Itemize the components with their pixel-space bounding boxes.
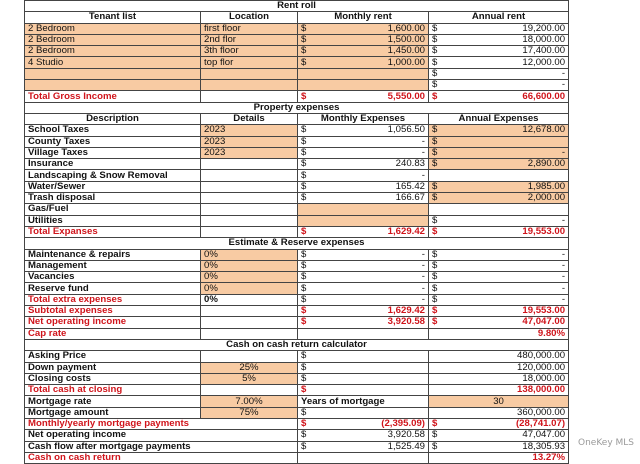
table-row [25, 147, 569, 158]
tenant-cell[interactable]: 2 Bedroom [25, 46, 201, 57]
currency-symbol: $ [432, 441, 438, 452]
annual-expense-value: 1,985.00 [527, 181, 566, 192]
currency-symbol: $ [432, 282, 438, 294]
reserve-annual-value: - [561, 271, 566, 283]
currency-symbol: $ [301, 192, 307, 204]
expense-description: Trash disposal [25, 193, 201, 204]
table-row [25, 193, 569, 204]
subtotal-expenses-label: Subtotal expenses [25, 306, 201, 317]
annual-rent-cell [429, 80, 569, 91]
col-header-monthly: Monthly rent [298, 12, 429, 23]
col-header-location: Location [201, 12, 298, 23]
table-row [25, 125, 569, 136]
monthly-expense-value: - [421, 147, 425, 158]
cash-flow-monthly-value: 1,525.49 [387, 441, 425, 452]
currency-symbol: $ [301, 305, 307, 317]
noi-monthly [298, 317, 429, 328]
total-row [25, 226, 569, 237]
expense-description: School Taxes [25, 125, 201, 136]
expense-description: Water/Sewer [25, 181, 201, 192]
total-row [25, 294, 569, 305]
total-annual-expenses [429, 226, 569, 237]
monthly-rent-cell[interactable] [298, 34, 429, 45]
currency-symbol: $ [432, 260, 438, 271]
expense-details [201, 170, 298, 181]
reserve-description: Management [25, 260, 201, 271]
currency-symbol: $ [432, 192, 438, 204]
monthly-rent-value: 1,450.00 [387, 45, 425, 57]
reserve-annual-value: - [561, 249, 566, 260]
expense-details [201, 215, 298, 226]
asking-price-label: Asking Price [25, 351, 201, 362]
monthly-rent-cell[interactable] [298, 68, 429, 79]
currency-symbol: $ [301, 45, 307, 57]
table-row [25, 272, 569, 283]
tenant-cell[interactable]: 2 Bedroom [25, 34, 201, 45]
reserve-annual-value: - [561, 260, 566, 271]
currency-symbol: $ [301, 350, 307, 362]
currency-symbol: $ [432, 79, 438, 91]
annual-rent-cell [429, 34, 569, 45]
location-cell[interactable]: first floor [201, 23, 298, 34]
closing-costs-percent[interactable]: 5% [201, 373, 298, 384]
annual-expense-cell[interactable] [429, 136, 569, 147]
empty-cell [201, 306, 298, 317]
currency-symbol: $ [432, 294, 438, 305]
annual-rent-value: 18,000.00 [522, 34, 566, 46]
col-header-annual-expenses: Annual Expenses [429, 113, 569, 124]
monthly-expense-value: - [421, 169, 425, 181]
location-cell[interactable]: 3th floor [201, 46, 298, 57]
empty-cell [201, 317, 298, 328]
currency-cell [298, 407, 429, 418]
mortgage-amount-label: Mortgage amount [25, 407, 201, 418]
currency-symbol: $ [301, 316, 307, 328]
section-title-cash-on-cash: Cash on cash return calculator [25, 339, 569, 350]
tenant-cell[interactable] [25, 68, 201, 79]
annual-expense-value: - [561, 147, 566, 158]
currency-symbol: $ [432, 215, 438, 226]
reserve-monthly-cell [298, 283, 429, 294]
mortgage-rate-value[interactable]: 7.00% [201, 396, 298, 407]
annual-expense-value: 2,000.00 [527, 192, 566, 204]
currency-symbol: $ [432, 305, 438, 317]
extra-annual-value: - [561, 294, 566, 305]
empty-cell [201, 226, 298, 237]
empty-cell [201, 328, 298, 339]
reserve-monthly-value: - [421, 260, 425, 271]
table-row [25, 373, 569, 384]
table-row [25, 362, 569, 373]
empty-cell [201, 91, 298, 102]
monthly-expense-value: 240.83 [395, 158, 425, 170]
monthly-rent-cell[interactable] [298, 23, 429, 34]
monthly-expense-value: 1,056.50 [387, 124, 425, 136]
currency-symbol: $ [432, 90, 438, 102]
reserve-monthly-value: - [421, 271, 425, 283]
mortgage-payments-monthly [298, 418, 429, 429]
monthly-expense-cell [298, 159, 429, 170]
currency-symbol: $ [301, 429, 307, 441]
currency-symbol: $ [432, 56, 438, 68]
currency-symbol: $ [432, 271, 438, 283]
total-row [25, 452, 569, 463]
total-expenses-label: Total Expanses [25, 226, 201, 237]
total-cash-label: Total cash at closing [25, 385, 201, 396]
reserve-monthly-value: - [421, 249, 425, 260]
table-row [25, 136, 569, 147]
location-cell[interactable] [201, 80, 298, 91]
monthly-expense-value: 165.42 [395, 181, 425, 192]
total-extra-expenses-label: Total extra expenses [25, 294, 201, 305]
empty-cell [201, 385, 298, 396]
currency-symbol: $ [432, 68, 438, 79]
reserve-description: Maintenance & repairs [25, 249, 201, 260]
currency-symbol: $ [301, 34, 307, 46]
currency-symbol: $ [301, 136, 307, 147]
currency-symbol: $ [301, 56, 307, 68]
monthly-expense-cell [298, 147, 429, 158]
currency-symbol: $ [301, 294, 307, 305]
mortgage-payments-label: Monthly/yearly mortgage payments [25, 418, 298, 429]
mortgage-amount-value: 360,000.00 [429, 407, 569, 418]
annual-expense-value: - [561, 215, 566, 226]
total-monthly-expenses [298, 226, 429, 237]
currency-symbol: $ [301, 124, 307, 136]
noi-label: Net operating income [25, 430, 298, 441]
cash-flow-label: Cash flow after mortgage payments [25, 441, 298, 452]
empty-cell [201, 351, 298, 362]
table-row [25, 80, 569, 91]
expense-description: Utilities [25, 215, 201, 226]
total-monthly-expenses-value: 1,629.42 [387, 226, 425, 238]
expense-details [201, 193, 298, 204]
down-payment-value: 120,000.00 [429, 362, 569, 373]
expense-description: County Taxes [25, 136, 201, 147]
reserve-description: Vacancies [25, 272, 201, 283]
monthly-expense-cell [298, 125, 429, 136]
currency-symbol: $ [432, 34, 438, 46]
currency-symbol: $ [301, 384, 307, 396]
annual-expense-value: 12,678.00 [522, 124, 566, 136]
annual-rent-cell [429, 23, 569, 34]
monthly-rent-value: 1,500.00 [387, 34, 425, 46]
table-row [25, 57, 569, 68]
noi-annual-value: 47,047.00 [522, 316, 566, 328]
currency-symbol: $ [301, 181, 307, 192]
monthly-rent-cell[interactable] [298, 80, 429, 91]
annual-expense-cell[interactable] [429, 147, 569, 158]
table-row [25, 170, 569, 181]
annual-rent-value: 17,400.00 [522, 45, 566, 57]
table-row [25, 396, 569, 407]
table-row [25, 407, 569, 418]
monthly-expense-cell[interactable] [298, 215, 429, 226]
currency-symbol: $ [301, 249, 307, 260]
location-cell[interactable]: top flor [201, 57, 298, 68]
table-row [25, 283, 569, 294]
currency-symbol: $ [301, 373, 307, 384]
expense-details [201, 159, 298, 170]
reserve-percent[interactable]: 0% [201, 260, 298, 271]
currency-symbol: $ [432, 249, 438, 260]
annual-expense-cell [429, 215, 569, 226]
reserve-monthly-cell [298, 260, 429, 271]
expense-details [201, 181, 298, 192]
section-title-rent-roll: Rent roll [25, 1, 569, 12]
monthly-rent-cell[interactable] [298, 46, 429, 57]
subtotal-monthly-value: 1,629.42 [387, 305, 425, 317]
annual-rent-value: 19,200.00 [522, 23, 566, 34]
tenant-cell[interactable]: 4 Studio [25, 57, 201, 68]
total-annual-expenses-value: 19,553.00 [522, 226, 566, 238]
table-row [25, 204, 569, 215]
cash-on-cash-return-label: Cash on cash return [25, 452, 298, 463]
noi-annual-value: 47,047.00 [522, 429, 566, 441]
total-row [25, 385, 569, 396]
total-monthly-rent [298, 91, 429, 102]
table-row [25, 159, 569, 170]
cash-flow-annual [429, 441, 569, 452]
currency-symbol: $ [432, 181, 438, 192]
currency-symbol: $ [432, 418, 438, 430]
reserve-annual-cell [429, 283, 569, 294]
mortgage-rate-label: Mortgage rate [25, 396, 201, 407]
table-row [25, 181, 569, 192]
extra-annual-cell [429, 294, 569, 305]
reserve-percent[interactable]: 0% [201, 249, 298, 260]
subtotal-annual-value: 19,553.00 [522, 305, 566, 317]
reserve-annual-value: - [561, 282, 566, 294]
noi-annual [429, 317, 569, 328]
extra-monthly-cell [298, 294, 429, 305]
currency-symbol: $ [432, 45, 438, 57]
subtotal-annual [429, 306, 569, 317]
table-row [25, 46, 569, 57]
annual-expense-cell[interactable] [429, 193, 569, 204]
cash-on-cash-return-value: 13.27% [429, 452, 569, 463]
currency-symbol: $ [301, 90, 307, 102]
reserve-annual-cell [429, 249, 569, 260]
monthly-expense-value: 166.67 [395, 192, 425, 204]
rent-roll-spreadsheet [24, 0, 568, 464]
expense-details[interactable]: 2023 [201, 136, 298, 147]
total-row [25, 91, 569, 102]
asking-price-value: 480,000.00 [429, 351, 569, 362]
annual-expense-cell[interactable] [429, 125, 569, 136]
annual-expense-cell[interactable] [429, 159, 569, 170]
currency-symbol: $ [432, 316, 438, 328]
cap-rate-label: Cap rate [25, 328, 201, 339]
currency-symbol: $ [432, 147, 438, 158]
watermark: OneKey MLS [578, 438, 634, 448]
monthly-rent-value: 1,600.00 [387, 23, 425, 34]
subtotal-monthly [298, 306, 429, 317]
down-payment-label: Down payment [25, 362, 201, 373]
monthly-expense-cell[interactable] [298, 204, 429, 215]
annual-rent-value: 12,000.00 [522, 56, 566, 68]
table-row [25, 34, 569, 45]
reserve-monthly-value: - [421, 282, 425, 294]
annual-rent-value: - [561, 79, 566, 91]
cap-rate-value: 9.80% [429, 328, 569, 339]
years-of-mortgage-label: Years of mortgage [298, 396, 429, 407]
cash-flow-monthly [298, 441, 429, 452]
total-annual-rent [429, 91, 569, 102]
currency-symbol: $ [301, 362, 307, 373]
total-cash-value: 138,000.00 [429, 385, 569, 396]
currency-symbol: $ [432, 136, 438, 147]
currency-symbol: $ [432, 158, 438, 170]
monthly-expense-value: - [421, 136, 425, 147]
col-header-tenant: Tenant list [25, 12, 201, 23]
table-row [25, 215, 569, 226]
table-row [25, 249, 569, 260]
table-row [25, 23, 569, 34]
extra-monthly-value: - [421, 294, 425, 305]
section-title-reserve: Estimate & Reserve expenses [25, 238, 569, 249]
table-row [25, 430, 569, 441]
currency-cell [298, 351, 429, 362]
currency-symbol: $ [301, 260, 307, 271]
col-header-description: Description [25, 113, 201, 124]
noi-monthly [298, 430, 429, 441]
noi-label: Net operating income [25, 317, 201, 328]
monthly-expense-cell [298, 193, 429, 204]
reserve-annual-cell [429, 260, 569, 271]
monthly-expense-cell [298, 170, 429, 181]
expense-description: Gas/Fuel [25, 204, 201, 215]
noi-annual [429, 430, 569, 441]
expense-details [201, 204, 298, 215]
years-of-mortgage-value[interactable]: 30 [429, 396, 569, 407]
reserve-percent[interactable]: 0% [201, 272, 298, 283]
expense-description: Landscaping & Snow Removal [25, 170, 201, 181]
currency-symbol: $ [301, 169, 307, 181]
total-row [25, 418, 569, 429]
monthly-rent-value: 1,000.00 [387, 56, 425, 68]
tenant-cell[interactable] [25, 80, 201, 91]
currency-symbol: $ [301, 418, 307, 430]
closing-costs-value: 18,000.00 [429, 373, 569, 384]
col-header-monthly-expenses: Monthly Expenses [298, 113, 429, 124]
noi-monthly-value: 3,920.58 [387, 316, 425, 328]
mortgage-payments-annual-value: (28,741.07) [515, 418, 566, 430]
currency-symbol: $ [301, 441, 307, 452]
total-monthly-value: 5,550.00 [387, 90, 425, 102]
currency-symbol: $ [432, 226, 438, 238]
currency-cell [298, 385, 429, 396]
closing-costs-label: Closing costs [25, 373, 201, 384]
cash-flow-annual-value: 18,305.93 [522, 441, 566, 452]
table-row [25, 260, 569, 271]
expense-description: Village Taxes [25, 147, 201, 158]
currency-cell [298, 362, 429, 373]
monthly-expense-cell [298, 136, 429, 147]
reserve-annual-cell [429, 272, 569, 283]
reserve-percent[interactable]: 0% [201, 283, 298, 294]
noi-monthly-value: 3,920.58 [387, 429, 425, 441]
currency-symbol: $ [301, 147, 307, 158]
table-row [25, 441, 569, 452]
currency-symbol: $ [432, 429, 438, 441]
location-cell[interactable]: 2nd flor [201, 34, 298, 45]
total-annual-value: 66,600.00 [522, 90, 566, 102]
currency-symbol: $ [432, 23, 438, 34]
table-row [25, 351, 569, 362]
down-payment-percent[interactable]: 25% [201, 362, 298, 373]
annual-rent-cell [429, 46, 569, 57]
currency-cell [298, 373, 429, 384]
table-row [25, 68, 569, 79]
total-row [25, 328, 569, 339]
annual-rent-value: - [561, 68, 566, 79]
currency-symbol: $ [432, 124, 438, 136]
mortgage-amount-percent[interactable]: 75% [201, 407, 298, 418]
mortgage-payments-monthly-value: (2,395.09) [381, 418, 425, 430]
expense-details[interactable]: 2023 [201, 125, 298, 136]
annual-rent-cell [429, 57, 569, 68]
section-title-property-expenses: Property expenses [25, 102, 569, 113]
annual-expense-value: 2,890.00 [527, 158, 566, 170]
reserve-monthly-cell [298, 272, 429, 283]
location-cell[interactable] [201, 68, 298, 79]
currency-symbol: $ [301, 271, 307, 283]
currency-symbol: $ [301, 23, 307, 34]
expense-details[interactable]: 2023 [201, 147, 298, 158]
col-header-annual: Annual rent [429, 12, 569, 23]
currency-symbol: $ [301, 407, 307, 418]
tenant-cell[interactable]: 2 Bedroom [25, 23, 201, 34]
annual-expense-cell [429, 170, 569, 181]
currency-symbol: $ [301, 226, 307, 238]
total-row [25, 317, 569, 328]
col-header-details: Details [201, 113, 298, 124]
expense-description: Insurance [25, 159, 201, 170]
annual-expense-cell [429, 204, 569, 215]
total-gross-income-label: Total Gross Income [25, 91, 201, 102]
annual-expense-cell[interactable] [429, 181, 569, 192]
empty-cell [298, 452, 429, 463]
reserve-monthly-cell [298, 249, 429, 260]
reserve-description: Reserve fund [25, 283, 201, 294]
empty-cell [298, 328, 429, 339]
monthly-expense-cell [298, 181, 429, 192]
monthly-rent-cell[interactable] [298, 57, 429, 68]
annual-rent-cell [429, 68, 569, 79]
investment-table [24, 0, 569, 464]
currency-symbol: $ [301, 282, 307, 294]
total-row [25, 306, 569, 317]
currency-symbol: $ [301, 158, 307, 170]
mortgage-payments-annual [429, 418, 569, 429]
total-extra-percent: 0% [201, 294, 298, 305]
